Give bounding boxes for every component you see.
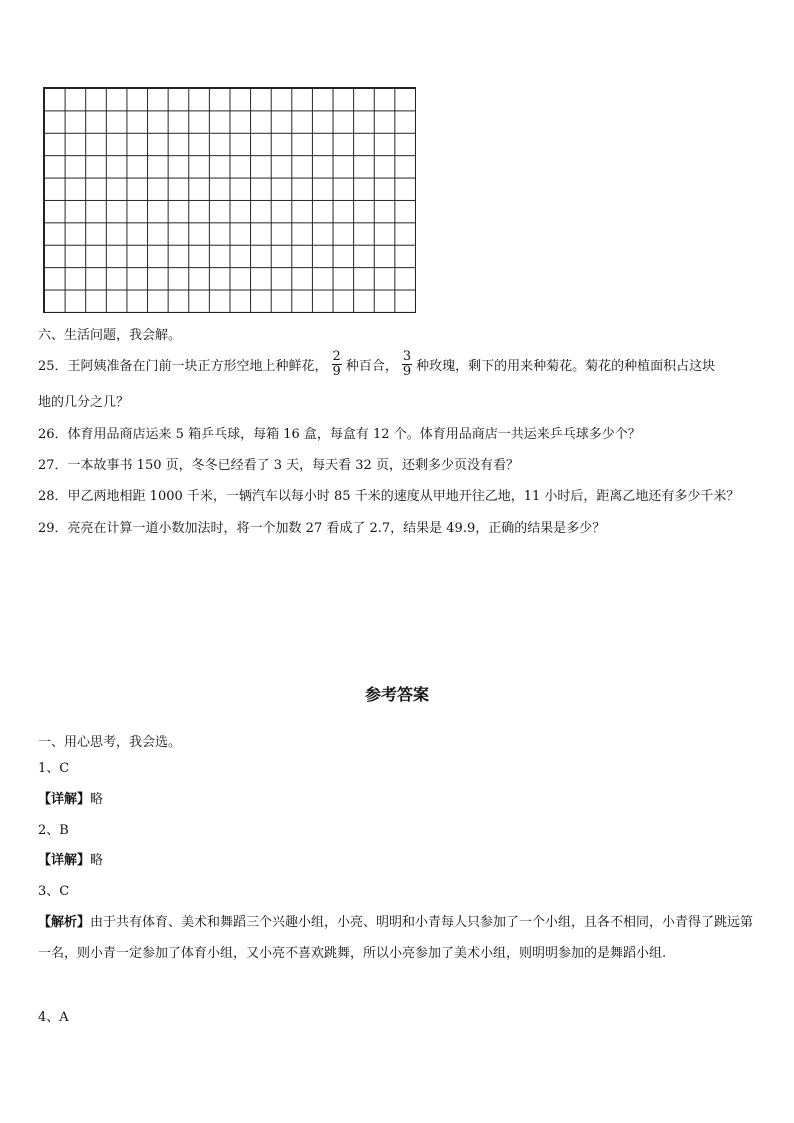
section-six-heading: 六、生活问题，我会解。 xyxy=(38,328,182,343)
fraction-3-9: $\frac{3}{9}$ xyxy=(402,349,412,379)
question-28: 28．甲乙两地相距 1000 千米，一辆汽车以每小时 85 千米的速度从甲地开往乙地，11 小时后，距离乙地还有多少千米？ xyxy=(38,489,740,504)
answer-2: 2、B xyxy=(38,823,69,838)
detail-label: 【详解】 xyxy=(38,792,91,807)
analysis-label: 【解析】 xyxy=(38,915,91,930)
q25-text-before: 25．王阿姨准备在门前一块正方形空地上种鲜花， xyxy=(38,359,328,374)
q25-text-mid: 种百合， xyxy=(345,359,398,374)
answer-3-analysis: 【解析】由于共有体育、美术和舞蹈三个兴趣小组，小亮、明明和小青每人只参加了一个小组，且各不相同，小青得了跳远第一名，则小青一定参加了体育小组，又小亮不喜欢跳舞，所以小亮参加了美术小组，则明明参加的是舞蹈小组. xyxy=(38,915,754,961)
answer-3: 3、C xyxy=(38,884,70,899)
question-29: 29．亮亮在计算一道小数加法时，将一个加数 27 看成了 2.7，结果是 49.9，正确的结果是多少？ xyxy=(38,521,606,536)
answer-1: 1、C xyxy=(38,761,70,776)
writing-grid xyxy=(43,87,416,313)
question-27: 27．一本故事书 150 页，冬冬已经看了 3 天，每天看 32 页，还剩多少页没有看？ xyxy=(38,458,519,473)
answer-1-detail: 【详解】略 xyxy=(38,792,104,807)
detail-label: 【详解】 xyxy=(38,853,91,868)
section-one-heading: 一、用心思考，我会选。 xyxy=(38,735,182,750)
fraction-2-9: $\frac{2}{9}$ xyxy=(332,349,341,379)
q25-text-after: 种玫瑰，剩下的用来种菊花。菊花的种植面积占这块 xyxy=(416,359,716,374)
answers-title: 参考答案 xyxy=(364,685,429,704)
answer-2-detail: 【详解】略 xyxy=(38,853,104,868)
question-26: 26．体育用品商店运来 5 箱乒乓球，每箱 16 盒，每盒有 12 个。体育用品商店一共运来乒乓球多少个？ xyxy=(38,427,641,442)
answer-4: 4、A xyxy=(38,1010,69,1025)
question-25 xyxy=(38,349,716,381)
question-25-line2: 地的几分之几？ xyxy=(38,395,130,410)
